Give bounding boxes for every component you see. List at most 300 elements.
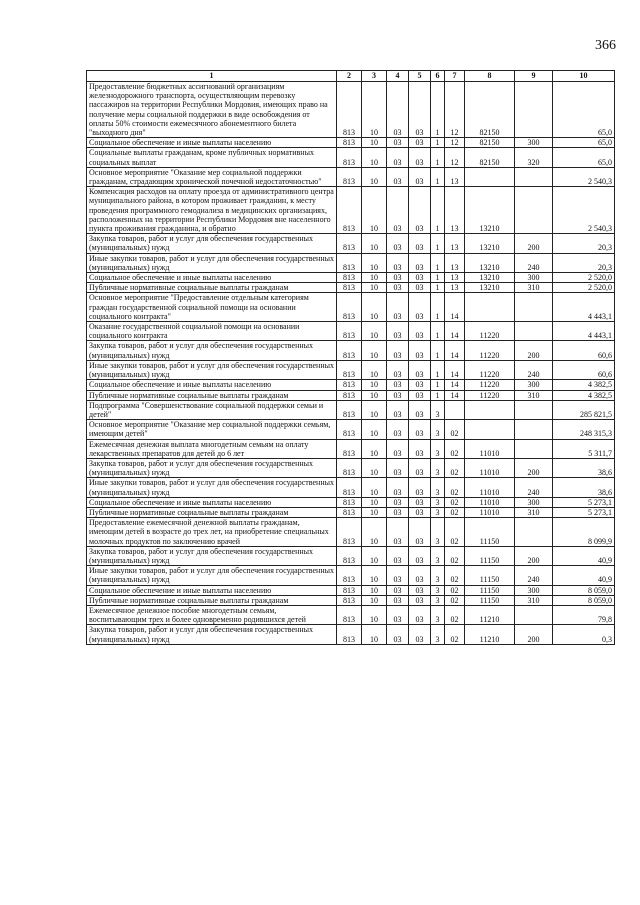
cell-code-5: 03 [409,507,431,517]
cell-code-2: 813 [337,546,362,565]
cell-code-8: 82150 [465,148,515,167]
cell-amount: 20,3 [553,234,615,253]
cell-code-8: 13210 [465,187,515,234]
table-row [87,400,615,419]
cell-code-6: 3 [431,595,445,605]
cell-code-6: 1 [431,293,445,322]
cell-code-7: 13 [445,283,465,293]
cell-code-5: 03 [409,420,431,439]
cell-code-2: 813 [337,322,362,341]
cell-code-8: 13210 [465,234,515,253]
cell-code-8: 11010 [465,439,515,458]
cell-code-5: 03 [409,138,431,148]
cell-code-3: 10 [362,380,387,390]
cell-code-6: 3 [431,400,445,419]
cell-code-9: 310 [515,595,553,605]
table-row [87,82,615,138]
cell-code-5: 03 [409,585,431,595]
cell-code-4: 03 [387,253,409,272]
cell-name: Предоставление ежемесячной денежной выплаты гражданам, имеющим детей в возрасте до трех лет, на приобретение специальных молочных продуктов по заключению врачей [87,518,337,547]
cell-code-2: 813 [337,167,362,186]
cell-name: Социальные выплаты гражданам, кроме публичных нормативных социальных выплат [87,148,337,167]
cell-code-7: 12 [445,138,465,148]
cell-code-8: 11210 [465,605,515,624]
cell-code-4: 03 [387,390,409,400]
cell-code-9 [515,605,553,624]
cell-name: Публичные нормативные социальные выплаты гражданам [87,595,337,605]
cell-code-5: 03 [409,625,431,644]
cell-code-2: 813 [337,273,362,283]
cell-name: Публичные нормативные социальные выплаты гражданам [87,283,337,293]
cell-code-5: 03 [409,518,431,547]
cell-code-7: 14 [445,390,465,400]
page-number: 366 [595,38,616,53]
cell-code-4: 03 [387,293,409,322]
cell-code-9: 300 [515,380,553,390]
cell-code-7: 13 [445,273,465,283]
cell-code-2: 813 [337,400,362,419]
cell-code-9: 240 [515,478,553,497]
cell-code-3: 10 [362,360,387,379]
cell-code-9 [515,518,553,547]
column-header: 4 [387,71,409,82]
cell-code-3: 10 [362,293,387,322]
cell-name: Социальное обеспечение и иные выплаты населению [87,380,337,390]
cell-code-9: 310 [515,390,553,400]
cell-amount: 4 382,5 [553,390,615,400]
cell-code-3: 10 [362,546,387,565]
cell-code-4: 03 [387,167,409,186]
cell-code-6: 3 [431,439,445,458]
cell-code-4: 03 [387,507,409,517]
cell-amount: 65,0 [553,82,615,138]
cell-amount: 2 520,0 [553,273,615,283]
cell-code-2: 813 [337,187,362,234]
cell-code-5: 03 [409,341,431,360]
cell-code-3: 10 [362,518,387,547]
budget-table [86,70,615,645]
cell-code-3: 10 [362,420,387,439]
cell-code-3: 10 [362,497,387,507]
cell-code-3: 10 [362,283,387,293]
cell-code-3: 10 [362,400,387,419]
cell-name: Основное мероприятие "Предоставление отдельным категориям граждан государственной социальной помощи на основании социального контракта" [87,293,337,322]
cell-code-3: 10 [362,253,387,272]
cell-code-6: 1 [431,82,445,138]
cell-name: Публичные нормативные социальные выплаты гражданам [87,390,337,400]
cell-code-2: 813 [337,595,362,605]
cell-amount: 5 273,1 [553,507,615,517]
cell-code-2: 813 [337,478,362,497]
cell-amount: 8 059,0 [553,585,615,595]
cell-name: Социальное обеспечение и иные выплаты населению [87,497,337,507]
cell-code-8: 11010 [465,497,515,507]
cell-code-7: 02 [445,625,465,644]
cell-code-3: 10 [362,138,387,148]
cell-code-4: 03 [387,360,409,379]
cell-code-5: 03 [409,478,431,497]
cell-code-9: 200 [515,341,553,360]
cell-code-6: 1 [431,187,445,234]
cell-code-9: 200 [515,234,553,253]
cell-code-4: 03 [387,82,409,138]
cell-code-5: 03 [409,458,431,477]
cell-name: Иные закупки товаров, работ и услуг для обеспечения государственных (муниципальных) нужд [87,566,337,585]
cell-name: Основное мероприятие "Оказание мер социальной поддержки гражданам, страдающим хронической почечной недостаточностью" [87,167,337,186]
cell-code-6: 3 [431,497,445,507]
column-header: 9 [515,71,553,82]
cell-code-7: 12 [445,82,465,138]
cell-code-8: 11010 [465,478,515,497]
cell-amount: 60,6 [553,341,615,360]
cell-code-7: 02 [445,595,465,605]
table-row [87,253,615,272]
cell-code-4: 03 [387,148,409,167]
cell-code-2: 813 [337,148,362,167]
cell-code-4: 03 [387,322,409,341]
cell-code-2: 813 [337,420,362,439]
cell-code-7: 02 [445,497,465,507]
table-row [87,273,615,283]
cell-code-3: 10 [362,595,387,605]
table-row [87,497,615,507]
cell-code-8 [465,400,515,419]
cell-amount: 5 311,7 [553,439,615,458]
cell-name: Предоставление бюджетных ассигнований организациям железнодорожного транспорта, осуществляющим перевозку пассажиров на территории Республики Мордовия, имеющих право на получение меры социальной поддержки в виде освобождения от оплаты 50% стоимости ежемесячного абонементного билета "выходного дня" [87,82,337,138]
cell-code-9: 320 [515,148,553,167]
column-header: 2 [337,71,362,82]
cell-name: Иные закупки товаров, работ и услуг для обеспечения государственных (муниципальных) нужд [87,360,337,379]
cell-code-7: 02 [445,605,465,624]
cell-name: Оказание государственной социальной помощи на основании социального контракта [87,322,337,341]
cell-code-9: 300 [515,497,553,507]
cell-code-8: 11220 [465,360,515,379]
cell-code-8: 11220 [465,390,515,400]
cell-code-2: 813 [337,439,362,458]
cell-code-5: 03 [409,497,431,507]
cell-code-3: 10 [362,322,387,341]
cell-code-7: 02 [445,478,465,497]
cell-code-4: 03 [387,400,409,419]
cell-code-4: 03 [387,341,409,360]
cell-code-3: 10 [362,390,387,400]
cell-code-4: 03 [387,595,409,605]
cell-code-9: 300 [515,273,553,283]
cell-code-9 [515,293,553,322]
cell-code-4: 03 [387,478,409,497]
cell-code-7: 02 [445,507,465,517]
cell-code-9: 200 [515,625,553,644]
cell-code-5: 03 [409,82,431,138]
cell-code-8: 11150 [465,585,515,595]
cell-name: Иные закупки товаров, работ и услуг для обеспечения государственных (муниципальных) нужд [87,478,337,497]
cell-amount: 8 099,9 [553,518,615,547]
cell-code-4: 03 [387,497,409,507]
cell-code-5: 03 [409,546,431,565]
column-header: 10 [553,71,615,82]
cell-code-4: 03 [387,605,409,624]
cell-code-2: 813 [337,585,362,595]
cell-code-9: 200 [515,458,553,477]
cell-code-6: 3 [431,507,445,517]
cell-code-9: 310 [515,507,553,517]
cell-code-2: 813 [337,138,362,148]
cell-code-4: 03 [387,420,409,439]
table-row [87,138,615,148]
cell-code-5: 03 [409,605,431,624]
cell-code-8 [465,420,515,439]
cell-code-7: 14 [445,360,465,379]
cell-code-6: 1 [431,341,445,360]
cell-code-8: 11210 [465,625,515,644]
cell-code-2: 813 [337,293,362,322]
cell-code-6: 1 [431,167,445,186]
column-header: 1 [87,71,337,82]
cell-code-5: 03 [409,322,431,341]
cell-code-8: 13210 [465,253,515,272]
cell-code-2: 813 [337,507,362,517]
cell-name: Закупка товаров, работ и услуг для обеспечения государственных (муниципальных) нужд [87,234,337,253]
cell-name: Закупка товаров, работ и услуг для обеспечения государственных (муниципальных) нужд [87,341,337,360]
cell-amount: 79,8 [553,605,615,624]
cell-name: Закупка товаров, работ и услуг для обеспечения государственных (муниципальных) нужд [87,625,337,644]
cell-code-3: 10 [362,507,387,517]
cell-amount: 2 520,0 [553,283,615,293]
cell-code-7: 02 [445,585,465,595]
cell-code-3: 10 [362,187,387,234]
cell-code-2: 813 [337,566,362,585]
cell-code-2: 813 [337,390,362,400]
cell-code-8: 11220 [465,322,515,341]
cell-code-4: 03 [387,234,409,253]
cell-code-7: 13 [445,167,465,186]
column-header: 7 [445,71,465,82]
cell-code-9 [515,400,553,419]
cell-code-6: 1 [431,253,445,272]
cell-name: Подпрограмма "Совершенствование социальной поддержки семьи и детей" [87,400,337,419]
column-header: 5 [409,71,431,82]
table-row [87,458,615,477]
cell-name: Социальное обеспечение и иные выплаты населению [87,138,337,148]
table-row [87,322,615,341]
cell-code-3: 10 [362,148,387,167]
table-row [87,439,615,458]
cell-name: Социальное обеспечение и иные выплаты населению [87,273,337,283]
table-row [87,167,615,186]
cell-code-2: 813 [337,518,362,547]
cell-code-5: 03 [409,595,431,605]
cell-code-7: 13 [445,187,465,234]
table-row [87,293,615,322]
cell-code-3: 10 [362,439,387,458]
table-row [87,546,615,565]
table-row [87,420,615,439]
cell-code-5: 03 [409,380,431,390]
table-row [87,380,615,390]
cell-amount: 2 540,3 [553,187,615,234]
cell-code-5: 03 [409,234,431,253]
cell-code-7: 02 [445,439,465,458]
cell-code-8: 82150 [465,138,515,148]
cell-code-8: 13210 [465,273,515,283]
cell-code-7: 14 [445,322,465,341]
cell-code-7: 02 [445,546,465,565]
cell-amount: 38,6 [553,478,615,497]
column-header: 3 [362,71,387,82]
cell-amount: 0,3 [553,625,615,644]
cell-code-5: 03 [409,390,431,400]
cell-name: Компенсация расходов на оплату проезда от административного центра муниципального района, в котором проживает гражданин, к месту проведения программного гемодиализа в медицинских организациях, расположенных на территории Республики Мордовия вне населенного пункта проживания гражданина, и обратно [87,187,337,234]
cell-code-9 [515,167,553,186]
cell-code-9 [515,322,553,341]
cell-code-4: 03 [387,585,409,595]
cell-amount: 60,6 [553,360,615,379]
cell-code-3: 10 [362,566,387,585]
cell-code-2: 813 [337,380,362,390]
cell-code-8: 11150 [465,518,515,547]
cell-code-6: 3 [431,458,445,477]
cell-code-2: 813 [337,497,362,507]
cell-code-6: 3 [431,605,445,624]
cell-code-6: 1 [431,283,445,293]
column-header: 8 [465,71,515,82]
cell-code-5: 03 [409,439,431,458]
table-row [87,566,615,585]
cell-code-2: 813 [337,253,362,272]
table-row [87,148,615,167]
cell-amount: 65,0 [553,148,615,167]
cell-code-8: 11220 [465,380,515,390]
cell-code-5: 03 [409,566,431,585]
cell-code-7: 02 [445,518,465,547]
cell-code-6: 3 [431,420,445,439]
table-header-row [87,71,615,82]
cell-code-3: 10 [362,167,387,186]
cell-code-2: 813 [337,234,362,253]
cell-code-2: 813 [337,458,362,477]
cell-code-8 [465,293,515,322]
cell-code-7: 14 [445,380,465,390]
cell-code-8: 11150 [465,566,515,585]
table-row [87,390,615,400]
table-row [87,605,615,624]
table-row [87,595,615,605]
cell-code-7: 12 [445,148,465,167]
cell-amount: 20,3 [553,253,615,272]
cell-code-3: 10 [362,625,387,644]
cell-code-6: 3 [431,518,445,547]
cell-code-4: 03 [387,566,409,585]
cell-code-9: 300 [515,138,553,148]
cell-code-3: 10 [362,458,387,477]
cell-code-9: 300 [515,585,553,595]
cell-amount: 40,9 [553,566,615,585]
cell-code-7: 02 [445,566,465,585]
cell-amount: 285 821,5 [553,400,615,419]
cell-name: Публичные нормативные социальные выплаты гражданам [87,507,337,517]
cell-code-9: 240 [515,566,553,585]
cell-code-6: 1 [431,273,445,283]
cell-code-9 [515,82,553,138]
cell-name: Ежемесячное денежное пособие многодетным семьям, воспитывающим трех и более одновременно родившихся детей [87,605,337,624]
cell-code-9 [515,420,553,439]
cell-name: Ежемесячная денежная выплата многодетным семьям на оплату лекарственных препаратов для детей до 6 лет [87,439,337,458]
cell-code-9 [515,187,553,234]
cell-code-5: 03 [409,148,431,167]
cell-code-8 [465,167,515,186]
cell-code-3: 10 [362,234,387,253]
cell-code-6: 1 [431,360,445,379]
table-row [87,283,615,293]
cell-code-7: 13 [445,234,465,253]
cell-code-8: 11010 [465,507,515,517]
cell-code-4: 03 [387,518,409,547]
cell-name: Закупка товаров, работ и услуг для обеспечения государственных (муниципальных) нужд [87,458,337,477]
cell-code-8: 13210 [465,283,515,293]
cell-code-6: 3 [431,478,445,497]
cell-code-3: 10 [362,585,387,595]
cell-code-5: 03 [409,360,431,379]
table-row [87,507,615,517]
cell-code-2: 813 [337,360,362,379]
cell-code-6: 3 [431,566,445,585]
cell-code-3: 10 [362,82,387,138]
cell-code-6: 3 [431,546,445,565]
table-row [87,478,615,497]
cell-code-4: 03 [387,138,409,148]
cell-code-9: 200 [515,546,553,565]
cell-code-2: 813 [337,625,362,644]
cell-code-4: 03 [387,273,409,283]
cell-code-4: 03 [387,187,409,234]
cell-code-8: 82150 [465,82,515,138]
cell-code-3: 10 [362,605,387,624]
cell-code-6: 1 [431,234,445,253]
cell-amount: 38,6 [553,458,615,477]
cell-code-9 [515,439,553,458]
cell-code-6: 1 [431,390,445,400]
cell-code-4: 03 [387,625,409,644]
cell-code-9: 240 [515,253,553,272]
cell-code-6: 1 [431,148,445,167]
cell-code-3: 10 [362,478,387,497]
column-header: 6 [431,71,445,82]
table-row [87,234,615,253]
cell-amount: 4 382,5 [553,380,615,390]
cell-code-9: 240 [515,360,553,379]
cell-code-8: 11150 [465,546,515,565]
cell-name: Основное мероприятие "Оказание мер социальной поддержки семьям, имеющим детей" [87,420,337,439]
cell-amount: 2 540,3 [553,167,615,186]
cell-code-8: 11150 [465,595,515,605]
cell-code-6: 1 [431,322,445,341]
cell-code-5: 03 [409,187,431,234]
cell-amount: 40,9 [553,546,615,565]
cell-code-7: 14 [445,341,465,360]
cell-code-2: 813 [337,341,362,360]
cell-code-5: 03 [409,253,431,272]
cell-code-2: 813 [337,82,362,138]
cell-code-4: 03 [387,380,409,390]
cell-code-7: 14 [445,293,465,322]
cell-code-3: 10 [362,273,387,283]
cell-name: Закупка товаров, работ и услуг для обеспечения государственных (муниципальных) нужд [87,546,337,565]
cell-code-2: 813 [337,283,362,293]
cell-code-2: 813 [337,605,362,624]
cell-code-3: 10 [362,341,387,360]
cell-code-4: 03 [387,458,409,477]
cell-code-6: 3 [431,625,445,644]
